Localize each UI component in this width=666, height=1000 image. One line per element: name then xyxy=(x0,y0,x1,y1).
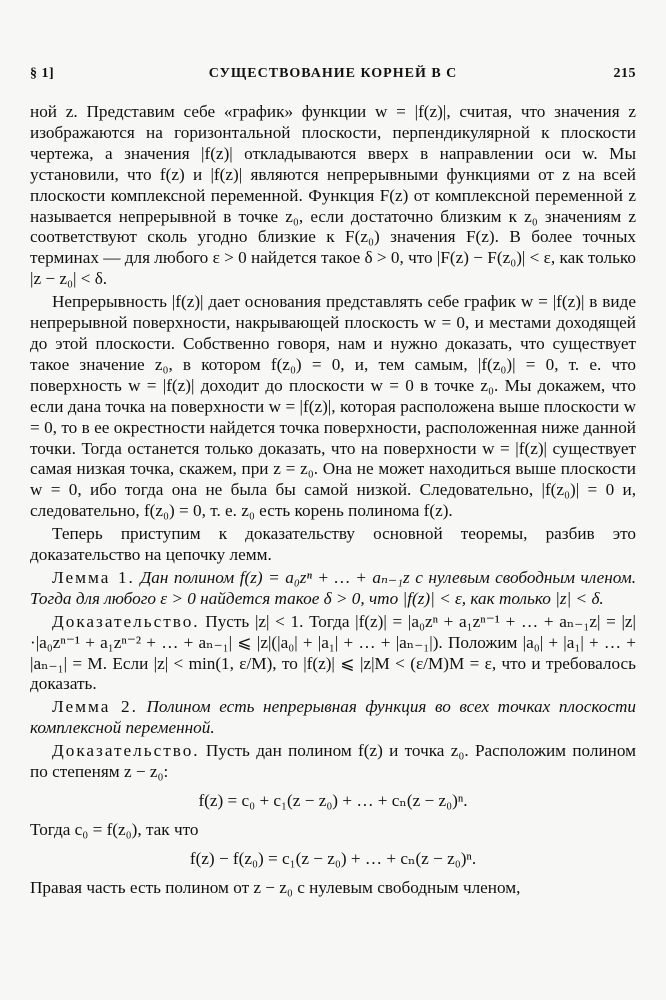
proof-2-text-2: Тогда c₀ = f(z₀), так что xyxy=(30,819,199,839)
page-body xyxy=(30,102,636,899)
chapter-title: СУЩЕСТВОВАНИЕ КОРНЕЙ В C xyxy=(208,66,458,81)
proof-2 xyxy=(30,741,636,783)
lemma-1 xyxy=(30,568,636,610)
formula-expansion: f(z) = c₀ + c₁(z − z₀) + … + cₙ(z − z₀)ⁿ. xyxy=(198,791,468,810)
lemma-1-label: Лемма 1. xyxy=(52,567,135,587)
proof-2-text: Пусть дан полином f(z) и точка z₀. Расположим полином по степеням z − z₀: xyxy=(30,741,637,782)
formula-difference: f(z) − f(z₀) = c₁(z − z₀) + … + cₙ(z − z₀)ⁿ. xyxy=(189,848,477,868)
proof-2-label: Доказательство. xyxy=(52,741,200,761)
proof-1-text: Пусть |z| < 1. Тогда |f(z)| = |a₀zⁿ + a₁zⁿ⁻¹ + … + aₙ₋₁z| = |z|·|a₀zⁿ⁻¹ + a₁zⁿ⁻² + … + aₙ₋₁| ⩽ |z|(|a₀| + |a₁| + … + |aₙ₋₁|). Положим |a₀| + |a₁| + … + |aₙ₋₁| = M. Если |z| < min(1, ε/M), то |f(z)| ⩽ |z|M < (ε/M)M = ε, что и требовалось доказать. xyxy=(30,611,636,694)
proof-1 xyxy=(30,612,636,696)
paragraph-plan: Теперь приступим к доказательству основной теоремы, разбив это доказательство на цепочку лемм. xyxy=(30,524,636,565)
lemma-2 xyxy=(30,697,636,739)
lemma-1-statement: Дан полином f(z) = a₀zⁿ + … + aₙ₋₁z с нулевым свободным членом. Тогда для любого ε > 0 найдется такое δ > 0, что |f(z)| < ε, как только |z| < δ. xyxy=(30,567,637,608)
paragraph-continuity: Непрерывность |f(z)| дает основания представлять себе график w = |f(z)| в виде непрерывной поверхности, накрывающей плоскость w = 0, и местами доходящей до этой плоскости. Собственно говоря, нам и нужно доказать, что существует такое значение z₀, в котором f(z₀) = 0, и, тем самым, |f(z₀)| = 0, т. е. что поверхность w = |f(z)| доходит до плоскости w = 0 в точке z₀. Мы докажем, что если дана точка на поверхности w = |f(z)|, которая расположена выше плоскости w = 0, то в ее окрестности найдется точка поверхности, расположенная ниже данной точки. Тогда останется только доказать, что на поверхности w = |f(z)| существует самая низкая точка, скажем, при z = z₀. Она не может находиться выше плоскости w = 0, ибо тогда она не была бы самой низкой. Следовательно, |f(z₀)| = 0 и, следовательно, f(z₀) = 0, т. е. z₀ есть корень полинома f(z). xyxy=(30,292,636,521)
section-marker: § 1] xyxy=(30,66,55,81)
proof-2-text-3: Правая часть есть полином от z − z₀ с нулевым свободным членом, xyxy=(30,877,521,897)
lemma-2-statement: Полином есть непрерывная функция во всех точках плоскости комплексной переменной. xyxy=(30,697,637,738)
running-head xyxy=(30,66,636,84)
lemma-2-label: Лемма 2. xyxy=(52,697,138,717)
proof-1-label: Доказательство. xyxy=(52,611,200,631)
page-number: 215 xyxy=(613,66,636,81)
paragraph-graph-definition: ной z. Представим себе «график» функции w = |f(z)|, считая, что значения z изображаются на горизонтальной плоскости, перпендикулярной к плоскости чертежа, а значения |f(z)| откладываются вверх в направлении оси w. Мы установили, что f(z) и |f(z)| являются непрерывными функциями от z на всей плоскости комплексной переменной. Функция F(z) от комплексной переменной z называется непрерывной в точке z₀, если достаточно близким к z₀ значениям z соответствуют сколь угодно близкие к F(z₀) значения F(z). В более точных терминах — для любого ε > 0 найдется такое δ > 0, что |F(z) − F(z₀)| < ε, как только |z − z₀| < δ. xyxy=(30,102,636,289)
